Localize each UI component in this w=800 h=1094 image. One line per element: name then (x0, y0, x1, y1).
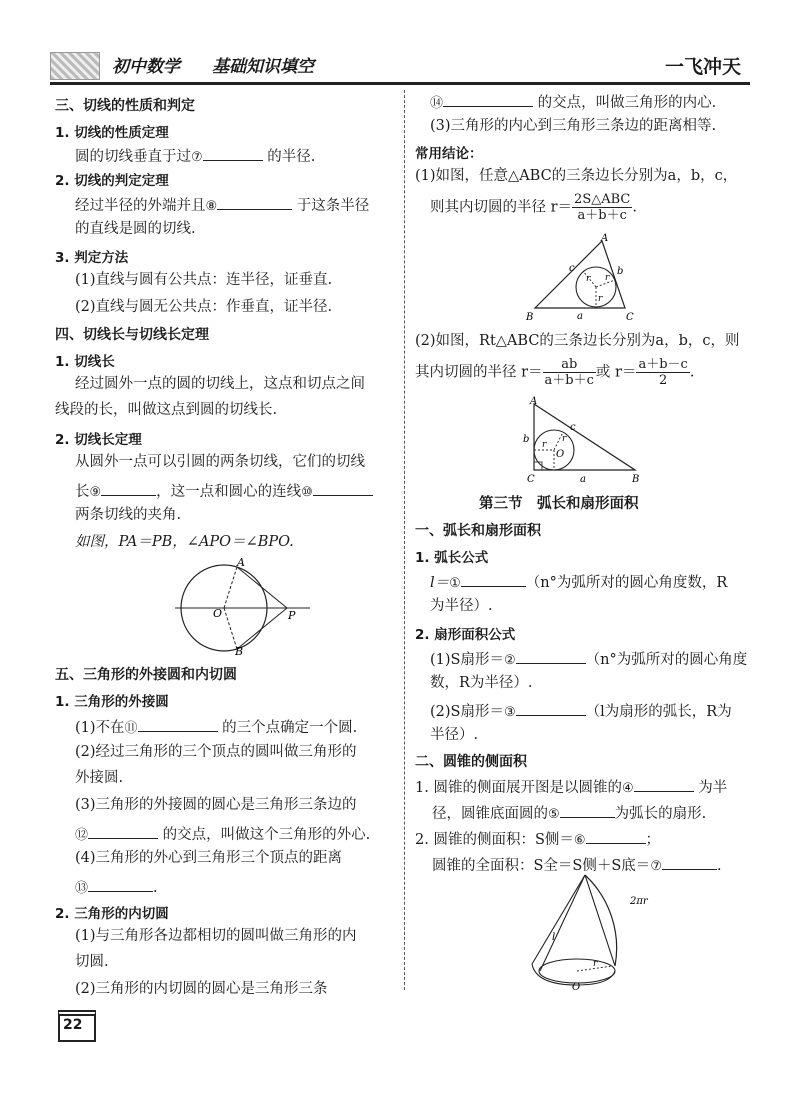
r-line-14 (430, 90, 716, 114)
blank-14-num: ⑭ (430, 96, 444, 111)
r1-2-l1-pre: (1)S扇形＝ (430, 652, 504, 668)
s5-1-l5-post: 的交点，叫做这个三角形的外心. (162, 827, 371, 843)
fig3-triangle (534, 404, 635, 470)
c1-line1: (1)如图，任意△ABC的三条边长分别为a，b，c， (415, 168, 738, 184)
r1-2-l1-post: （n°为弧所对的圆心角度 (585, 652, 748, 668)
fig1-label-p: P (288, 609, 296, 622)
s5-1-title: 1. 三角形的外接圆 (55, 694, 169, 710)
blank-10[interactable] (313, 479, 373, 496)
blank-10-num: ⑩ (301, 485, 313, 500)
fig2-label-r3: r (605, 273, 610, 283)
r-14-post: 的交点，叫做三角形的内心. (537, 95, 717, 111)
fig2-label-b-side: b (617, 266, 624, 277)
fig3-label-b-side: b (523, 434, 530, 445)
s5-1-line4: (3)三角形的外接圆的圆心是三角形三条边的 (75, 797, 357, 813)
blank-12-num: ⑫ (75, 828, 89, 843)
fig1-label-o: O (213, 607, 223, 620)
s5-2-title: 2. 三角形的内切圆 (55, 906, 169, 922)
blank-11-num: ⑪ (124, 721, 138, 736)
s4-2-l2-b: ，这一点和圆心的连线 (156, 484, 302, 500)
s5-1-l7-post: . (153, 880, 158, 896)
c2-fraction-2 (636, 357, 689, 388)
tangent-figure (175, 555, 310, 655)
fig4-label-l: l (552, 932, 556, 943)
header-rule (50, 82, 750, 85)
blank-12[interactable] (88, 822, 158, 839)
r2-1-pre: 1. 圆锥的侧面展开图是以圆锥的 (415, 780, 622, 796)
s5-1-line5 (75, 822, 370, 846)
blank-7[interactable] (203, 144, 263, 161)
s3-2-pre: 经过半径的外端并且 (75, 198, 206, 214)
section-4-title: 四、切线长与切线长定理 (55, 327, 209, 343)
s3-3-title: 3. 判定方法 (55, 250, 129, 266)
s3-2-post: 于这条半径 (296, 198, 370, 214)
r2-2-line1 (415, 827, 660, 851)
fig1-tangent-pb (237, 608, 287, 649)
s4-2-line3: 两条切线的夹角. (75, 507, 182, 523)
fig4-cone-left (540, 875, 585, 971)
right-triangle-incircle-figure (520, 396, 650, 486)
fig2-label-r2: r (586, 274, 591, 284)
blank-1[interactable] (461, 570, 526, 587)
column-divider (404, 90, 405, 990)
blank-1-num: ① (449, 576, 461, 591)
fig2-label-b-vertex: B (526, 312, 534, 323)
s5-2-line2: 切圆. (75, 954, 109, 970)
fig1-label-a: A (237, 556, 245, 569)
header-subtitle: 基础知识填空 (212, 57, 314, 77)
s4-2-line4: 如图，PA＝PB，∠APO＝∠BPO. (75, 534, 294, 550)
fig3-label-c-side: c (570, 422, 576, 433)
s3-3-line2: (2)直线与圆无公共点：作垂直，证半径. (75, 299, 333, 315)
s3-1-text (75, 144, 315, 168)
fig4-label-arc: 2πr (630, 896, 648, 907)
c1-l2-pre: 则其内切圆的半径 r＝ (430, 199, 573, 216)
blank-2[interactable] (516, 647, 586, 664)
blank-11[interactable] (138, 715, 218, 732)
fig3-label-a-vertex: A (530, 396, 538, 407)
r1-2-l3-pre: (2)S扇形＝ (430, 704, 504, 720)
blank-9[interactable] (101, 479, 156, 496)
r1-1-post: （n°为弧所对的圆心角度数，R (525, 575, 728, 591)
c1-l2-post: . (632, 199, 637, 216)
fig2-label-a-vertex: A (601, 233, 609, 244)
s3-3-line1: (1)直线与圆有公共点：连半径，证垂直. (75, 272, 333, 288)
blank-7b-num: ⑦ (650, 859, 662, 874)
fig3-label-r2: r (562, 434, 567, 444)
c2-fraction-1 (543, 357, 596, 388)
blank-3[interactable] (516, 699, 586, 716)
r1-1-line1 (430, 570, 727, 594)
c2-line2 (415, 357, 694, 388)
s3-1-title: 1. 切线的性质定理 (55, 125, 169, 141)
c1-fraction (572, 192, 632, 223)
section-5-title: 五、三角形的外接圆和内切圆 (55, 667, 237, 683)
fig3-label-r1: r (542, 440, 547, 450)
blank-8-num: ⑧ (205, 199, 218, 214)
common-conclusions-title: 常用结论： (415, 146, 483, 162)
s3-2-text (75, 193, 369, 217)
s4-2-l2-a: 长 (75, 484, 90, 500)
s3-1-pre: 圆的切线垂直于过 (75, 149, 191, 165)
r1-2-line4: 半径）. (430, 727, 479, 743)
s5-1-line6: (4)三角形的外心到三角形三个顶点的距离 (75, 850, 343, 866)
blank-13[interactable] (88, 875, 153, 892)
r1-1-pre: l＝ (430, 575, 450, 591)
s4-2-line1: 从圆外一点可以引圆的两条切线，它们的切线 (75, 454, 365, 470)
page-header (0, 0, 800, 90)
fig2-label-c-vertex: C (626, 312, 634, 323)
s4-1-title: 1. 切线长 (55, 354, 115, 370)
r1-2-line1 (430, 647, 747, 671)
r2-1-line1 (415, 775, 727, 799)
blank-4[interactable] (634, 775, 694, 792)
fig1-tangent-pa (237, 567, 287, 608)
section-3-title: 三、切线的性质和判定 (55, 98, 195, 114)
s5-1-l1-pre: (1)不在 (75, 720, 125, 736)
fig4-sector-edge (532, 875, 585, 964)
s3-2-title: 2. 切线的判定定理 (55, 173, 169, 189)
header-logo-pattern (50, 52, 100, 80)
fig1-radius-ob (224, 608, 237, 649)
c1-frac-bot: a＋b＋c (577, 208, 627, 223)
blank-8[interactable] (217, 193, 292, 210)
blank-2-num: ② (503, 653, 516, 668)
fig2-label-c-side: c (569, 263, 575, 274)
r1-2-line3 (430, 699, 732, 723)
header-series: 初中数学 (112, 57, 180, 77)
blank-3-num: ③ (503, 705, 516, 720)
s5-1-line2: (2)经过三角形的三个顶点的圆叫做三角形的 (75, 744, 357, 760)
c2-frac2-top: a＋b－c (638, 357, 688, 372)
blank-5[interactable] (560, 801, 615, 818)
s4-1-line2: 线段的长，叫做这点到圆的切线长. (55, 402, 278, 418)
s5-1-line1 (75, 715, 357, 739)
r2-2-l2-pre: 圆锥的全面积：S全＝S侧＋S底＝ (432, 858, 651, 874)
fig4-label-r: r (593, 959, 598, 969)
s3-1-post: 的半径. (267, 149, 316, 165)
header-brand: 一飞冲天 (665, 56, 742, 78)
c2-frac1-bot: a＋b＋c (544, 373, 594, 388)
section-3-heading: 第三节 弧长和扇形面积 (479, 496, 639, 512)
r1-1-line2: 为半径）. (430, 598, 493, 614)
r1-2-line2: 数，R为半径）. (430, 675, 533, 691)
s5-2-line3: (2)三角形的内切圆的圆心是三角形三条 (75, 981, 328, 997)
c1-line2 (430, 192, 637, 223)
s4-2-line2 (75, 479, 373, 503)
r2-1-post: 为半 (698, 780, 728, 796)
c2-line1: (2)如图，Rt△ABC的三条边长分别为a，b，c，则 (415, 333, 740, 349)
s5-1-l1-post: 的三个点确定一个圆. (222, 720, 358, 736)
page-number-badge (58, 1010, 96, 1042)
r1-2-title: 2. 扇形面积公式 (415, 627, 516, 643)
cone-development-figure (520, 868, 695, 993)
fig2-label-r1: r (598, 294, 603, 304)
blank-6[interactable] (586, 827, 646, 844)
s5-2-line1: (1)与三角形各边都相切的圆叫做三角形的内 (75, 928, 357, 944)
c2-frac1-top: ab (543, 357, 596, 373)
blank-9-num: ⑨ (89, 485, 102, 500)
r2-title: 二、圆锥的侧面积 (415, 754, 527, 770)
r1-title: 一、弧长和扇形面积 (415, 523, 541, 539)
c2-l2-post: . (689, 364, 695, 381)
s4-1-line1: 经过圆外一点的圆的切线上，这点和切点之间 (75, 376, 365, 392)
incircle-triangle-figure (525, 233, 645, 323)
c2-or: 或 r＝ (595, 364, 637, 381)
s4-2-title: 2. 切线长定理 (55, 432, 142, 448)
blank-14[interactable] (443, 90, 533, 107)
blank-13-num: ⑬ (75, 881, 89, 896)
c2-frac2-bot: 2 (658, 373, 668, 388)
fig4-label-o: O (572, 982, 581, 993)
r1-1-title: 1. 弧长公式 (415, 550, 489, 566)
fig4-cone-slant (585, 875, 615, 966)
blank-4-num: ④ (621, 781, 634, 796)
r2-2-l2-post: . (716, 858, 722, 874)
r2-2-pre: 2. 圆锥的侧面积：S侧＝ (415, 832, 574, 848)
s5-1-line7 (75, 875, 158, 899)
r2-2-post: ； (645, 832, 661, 848)
fig1-label-b: B (235, 645, 244, 655)
blank-7-num: ⑦ (191, 150, 203, 165)
r2-1-l2-post: 为弧长的扇形. (614, 806, 707, 822)
c2-l2-pre: 其内切圆的半径 r＝ (415, 364, 543, 381)
page-number: 22 (63, 1017, 83, 1033)
s5-1-line3: 外接圆. (75, 770, 124, 786)
fig3-label-b-vertex: B (632, 474, 640, 485)
c1-frac-top: 2S△ABC (574, 192, 631, 207)
r2-1-line2 (432, 801, 706, 825)
r1-2-l3-post: （l为扇形的弧长，R为 (585, 704, 732, 720)
blank-6-num: ⑥ (573, 833, 586, 848)
fig3-right-angle-mark (534, 462, 542, 470)
s3-2-line2: 的直线是圆的切线. (75, 221, 196, 237)
fig3-label-o: O (556, 449, 565, 460)
blank-5-num: ⑤ (548, 807, 560, 822)
r2-1-l2-pre: 径，圆锥底面圆的 (432, 806, 548, 822)
fig2-label-a-side: a (577, 311, 583, 322)
fig1-radius-oa (224, 567, 237, 608)
r-line-3: (3)三角形的内心到三角形三条边的距离相等. (430, 118, 717, 134)
fig3-label-a-side: a (580, 474, 586, 485)
fig3-label-c-vertex: C (527, 474, 535, 485)
